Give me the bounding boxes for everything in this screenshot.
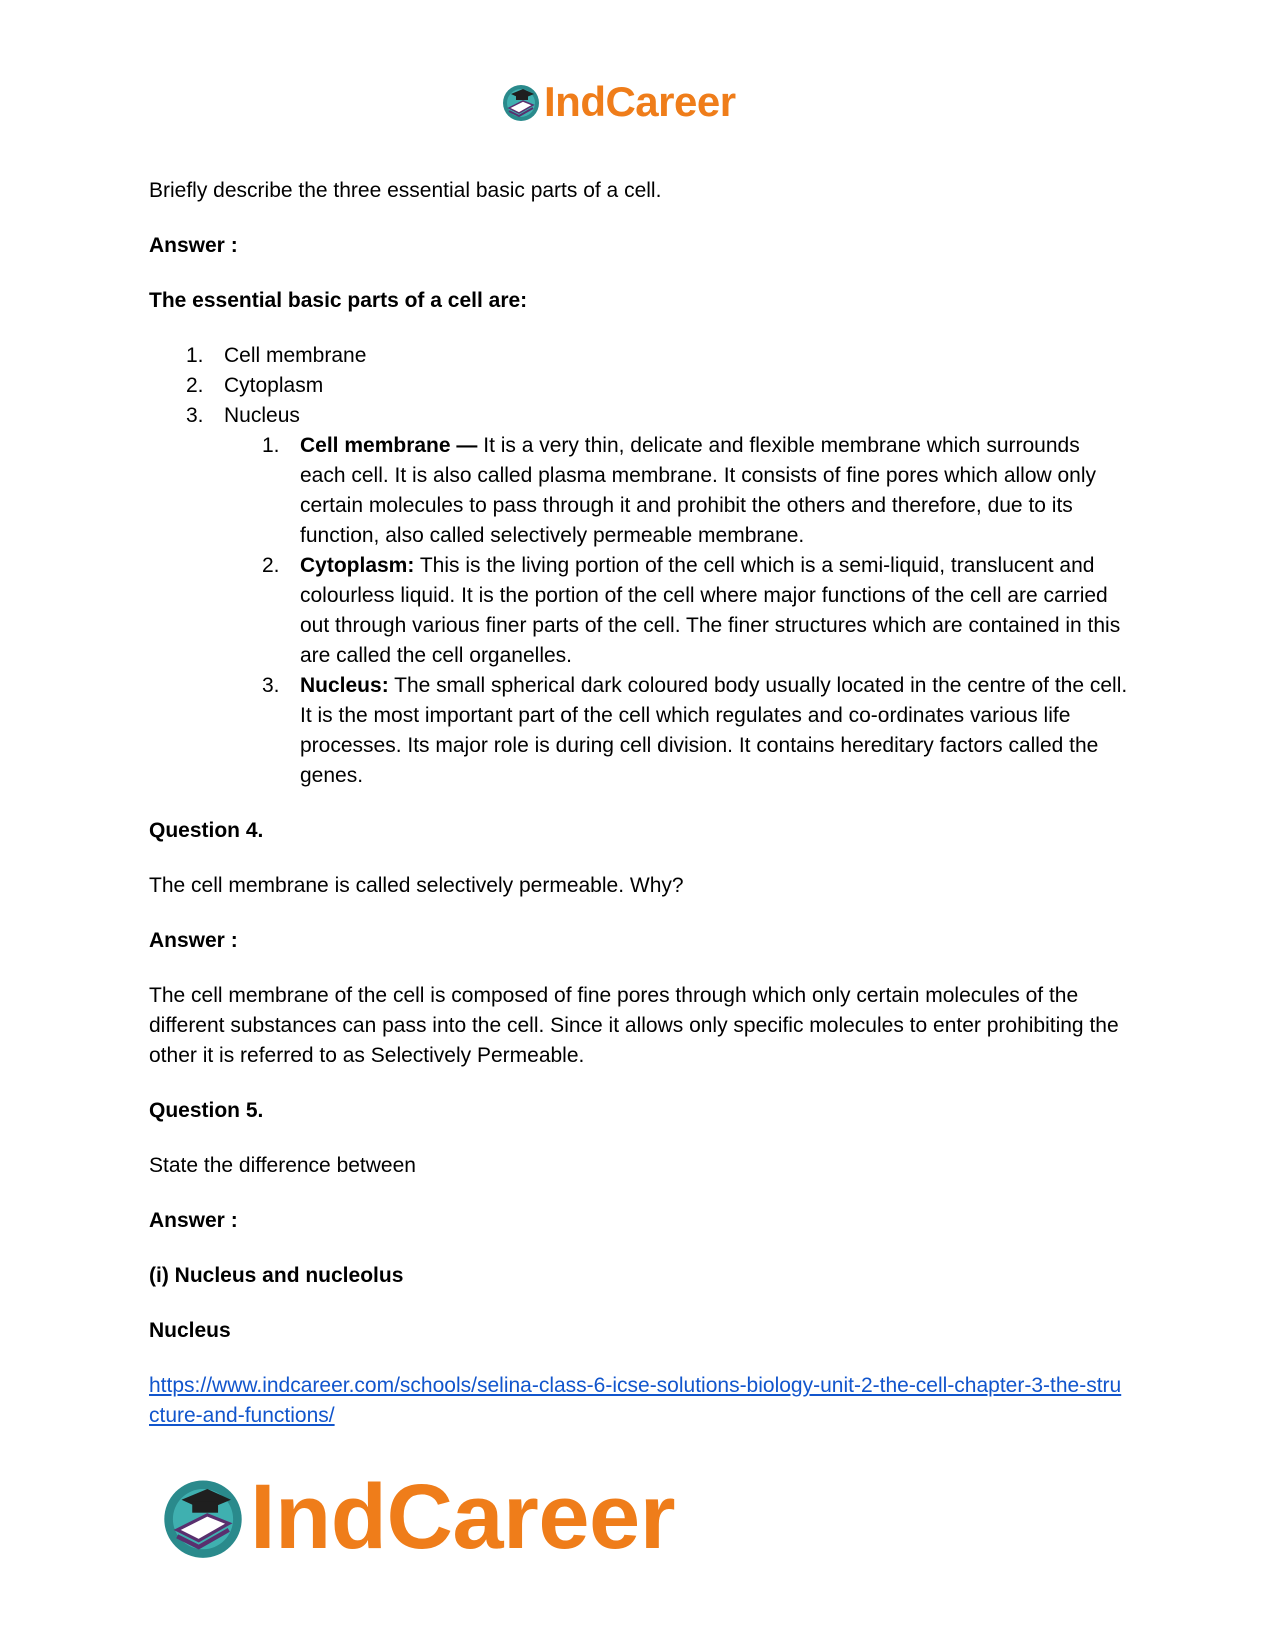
list-item [186,341,1129,371]
answer-label: Answer : [149,1209,238,1232]
detail-item [262,551,1129,671]
question-text: Briefly describe the three essential basic parts of a cell. [149,179,662,202]
list-number: 1. [262,434,280,457]
answer-label: Answer : [149,929,238,952]
answer-intro: The essential basic parts of a cell are: [149,289,528,312]
question-heading: Question 4. [149,819,264,842]
list-item-label: Nucleus [224,404,300,427]
detail-term: Nucleus: [300,674,389,697]
detail-term: Cell membrane — [300,434,478,457]
list-item-label: Cell membrane [224,344,367,367]
answer-subheading: (i) Nucleus and nucleolus [149,1264,404,1287]
cell-parts-detail-list [262,431,1129,791]
source-link[interactable]: https://www.indcareer.com/schools/selina-class-6-icse-solutions-biology-unit-2-the-cell-chapter-3-the-structure-and-functions/ [149,1374,1122,1427]
detail-text: This is the living portion of the cell which is a semi-liquid, translucent and colourless liquid. It is the portion of the cell where major functions of the cell are carried out through various finer parts of the cell. The finer structures which are contained in this are called the cell organelles. [300,554,1121,667]
header-logo-text: IndCareer [544,78,736,125]
list-number: 2. [186,374,204,397]
footer-logo-text: IndCareer [250,1466,675,1568]
list-item [186,401,1129,791]
question-text: State the difference between [149,1154,416,1177]
cell-parts-list [186,341,1129,791]
answer-text: The cell membrane of the cell is composed of fine pores through which only certain molecules of the different substances can pass into the cell. Since it allows only specific molecules to enter prohibiting the other it is referred to as Selectively Permeable. [149,984,1119,1067]
list-number: 1. [186,344,204,367]
list-number: 3. [186,404,204,427]
list-number: 2. [262,554,280,577]
footer-logo [160,1467,675,1567]
graduation-book-icon [160,1474,246,1560]
detail-item [262,431,1129,551]
answer-label: Answer : [149,234,238,257]
list-item [186,371,1129,401]
document-body [149,176,1129,1431]
header-logo [501,78,736,126]
list-number: 3. [262,674,280,697]
detail-text: It is a very thin, delicate and flexible membrane which surrounds each cell. It is also called plasma membrane. It consists of fine pores which allow only certain molecules to pass through it and prohibit the others and therefore, due to its function, also called selectively permeable membrane. [300,434,1097,547]
list-item-label: Cytoplasm [224,374,324,397]
detail-term: Cytoplasm: [300,554,415,577]
detail-item [262,671,1129,791]
detail-text: The small spherical dark coloured body usually located in the centre of the cell. It is the most important part of the cell which regulates and co-ordinates various life processes. Its major role is during cell division. It contains hereditary factors called the genes. [300,674,1128,787]
question-text: The cell membrane is called selectively permeable. Why? [149,874,684,897]
graduation-book-icon [501,82,541,122]
question-heading: Question 5. [149,1099,264,1122]
answer-sublabel: Nucleus [149,1319,231,1342]
